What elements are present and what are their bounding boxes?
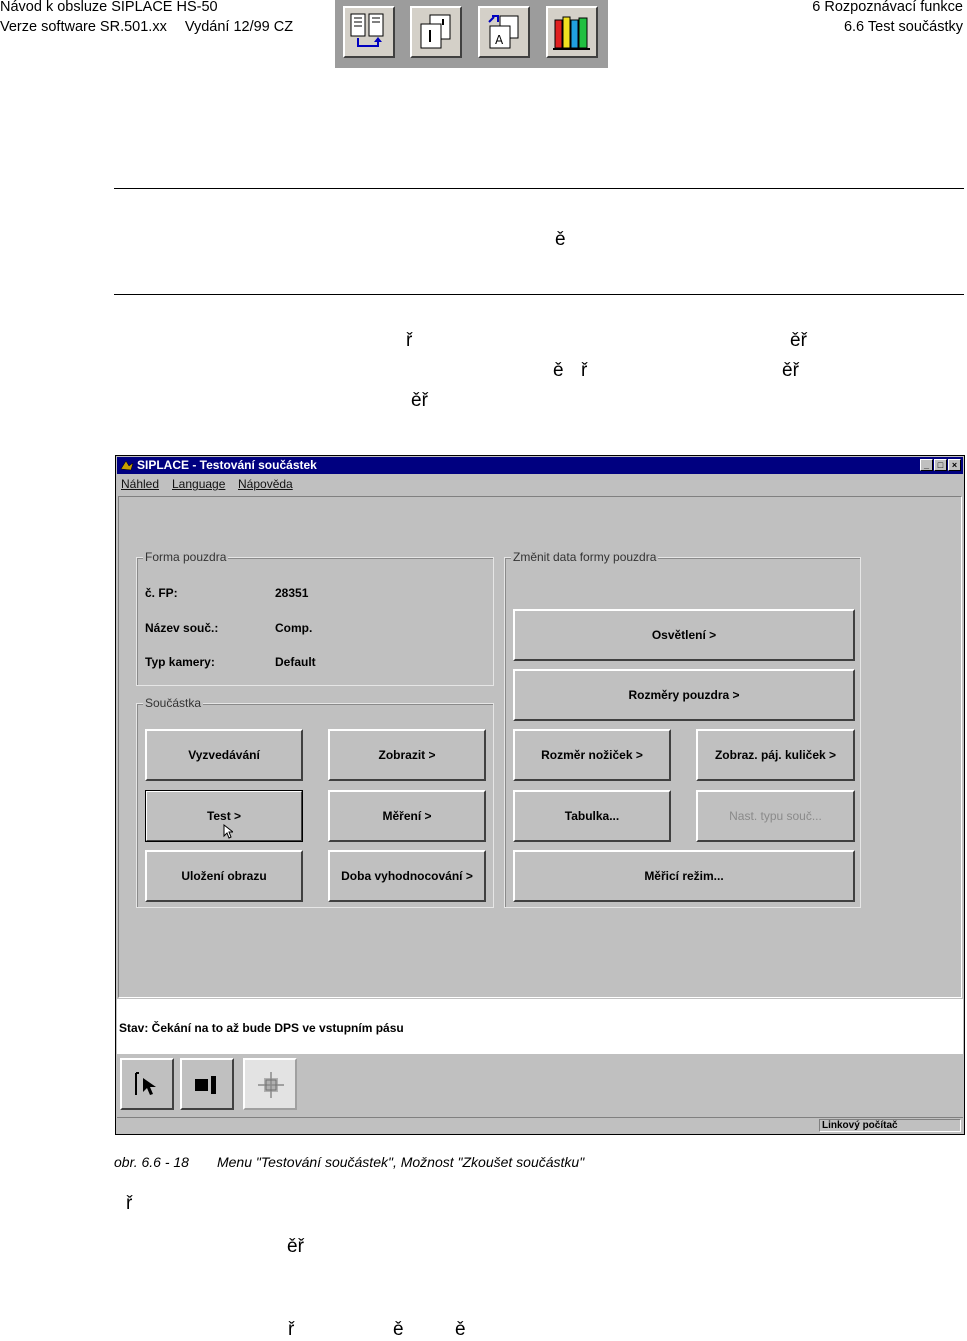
- mouse-cursor-icon: [223, 824, 233, 839]
- status-area: [117, 999, 963, 1054]
- pointer-select-icon: [133, 1070, 163, 1100]
- osvetleni-button[interactable]: Osvětlení >: [513, 609, 855, 661]
- minimize-button[interactable]: _: [920, 459, 933, 471]
- zmenit-data-title: Změnit data formy pouzdra: [513, 550, 657, 564]
- books-icon[interactable]: [546, 6, 598, 58]
- body-glyph: ř: [406, 330, 413, 351]
- status-panel-line-computer: Linkový počítač: [819, 1119, 961, 1132]
- zobraz-paj-kulicek-button[interactable]: Zobraz. páj. kuliček >: [696, 729, 855, 781]
- body-glyph: ěř: [411, 390, 428, 411]
- body-glyph: ř: [288, 1319, 295, 1340]
- component-icon: [193, 1070, 223, 1100]
- forma-pouzdra-group: [136, 550, 494, 686]
- soucastka-title: Součástka: [145, 696, 202, 710]
- ulozeni-obrazu-button[interactable]: Uložení obrazu: [145, 850, 303, 902]
- document-pages-icon[interactable]: [410, 6, 462, 58]
- body-glyph: ěř: [287, 1236, 304, 1257]
- header-chapter: 6 Rozpoznávací funkce: [812, 0, 963, 15]
- maximize-button[interactable]: □: [934, 459, 947, 471]
- fp-number-value: 28351: [275, 586, 309, 600]
- fp-number-label: č. FP:: [145, 586, 178, 600]
- header-edition: Vydání 12/99 CZ: [184, 19, 294, 35]
- doba-vyhodnocovani-button[interactable]: Doba vyhodnocování >: [328, 850, 486, 902]
- body-glyph: ř: [126, 1193, 133, 1214]
- header-manual-title: Návod k obsluze SIPLACE HS-50: [0, 0, 218, 15]
- pointer-select-button[interactable]: [120, 1058, 174, 1110]
- crosshair-button[interactable]: [243, 1058, 297, 1110]
- body-glyph: ě: [553, 360, 564, 381]
- body-glyph: ěř: [790, 330, 807, 351]
- nast-typu-souc-button: Nast. typu souč...: [696, 790, 855, 842]
- body-glyph: ěř: [782, 360, 799, 381]
- status-line: [117, 1117, 963, 1134]
- menu-napoveda[interactable]: Nápověda: [238, 477, 293, 491]
- header-version: [0, 17, 293, 37]
- app-window: [115, 455, 965, 1135]
- soucastka-group: [136, 696, 494, 908]
- bottom-toolbar: [117, 1054, 963, 1116]
- zobrazit-button[interactable]: Zobrazit >: [328, 729, 486, 781]
- component-name-label: Název souč.:: [145, 621, 219, 635]
- body-glyph: ě: [455, 1319, 466, 1340]
- vyzvedavani-button[interactable]: Vyzvedávání: [145, 729, 303, 781]
- camera-type-value: Default: [275, 655, 316, 669]
- rozmery-pouzdra-button[interactable]: Rozměry pouzdra >: [513, 669, 855, 721]
- tabulka-button[interactable]: Tabulka...: [513, 790, 671, 842]
- header-section: 6.6 Test součástky: [843, 19, 963, 35]
- mereni-button[interactable]: Měření >: [328, 790, 486, 842]
- camera-type-label: Typ kamery:: [145, 655, 215, 669]
- icon-toolbar: [335, 0, 608, 68]
- component-name-value: Comp.: [275, 621, 313, 635]
- zmenit-data-group: [504, 550, 861, 908]
- document-flow-icon[interactable]: [343, 6, 395, 58]
- menu-bar: [117, 474, 963, 494]
- crosshair-icon: [256, 1070, 286, 1100]
- client-area: [118, 496, 962, 998]
- body-glyph: ř: [581, 360, 588, 381]
- status-text: Stav: Čekání na to až bude DPS ve vstupním pásu: [119, 1021, 404, 1035]
- forma-pouzdra-title: Forma pouzdra: [145, 550, 227, 564]
- close-button[interactable]: ×: [948, 459, 961, 471]
- rozmer-nozicek-button[interactable]: Rozměr nožiček >: [513, 729, 671, 781]
- menu-nahled[interactable]: Náhled: [121, 477, 160, 491]
- body-glyph: ě: [555, 229, 566, 250]
- component-view-button[interactable]: [180, 1058, 234, 1110]
- svg-text:A: A: [495, 33, 504, 47]
- menu-language[interactable]: Language: [172, 477, 226, 491]
- header-software-version: Verze software SR.501.xx: [0, 19, 167, 35]
- merici-rezim-button[interactable]: Měřicí režim...: [513, 850, 855, 902]
- section-rule-bottom: [114, 294, 964, 295]
- body-glyph: ě: [393, 1319, 404, 1340]
- figure-number: obr. 6.6 - 18: [114, 1154, 189, 1170]
- test-button[interactable]: Test >: [145, 790, 303, 842]
- section-rule-top: [114, 188, 964, 189]
- window-title: SIPLACE - Testování součástek: [137, 458, 317, 472]
- figure-caption: [114, 1153, 584, 1171]
- figure-caption-text: Menu "Testování součástek", Možnost "Zkoušet součástku": [216, 1154, 585, 1170]
- title-bar[interactable]: [117, 457, 963, 474]
- document-transfer-icon[interactable]: [478, 6, 530, 58]
